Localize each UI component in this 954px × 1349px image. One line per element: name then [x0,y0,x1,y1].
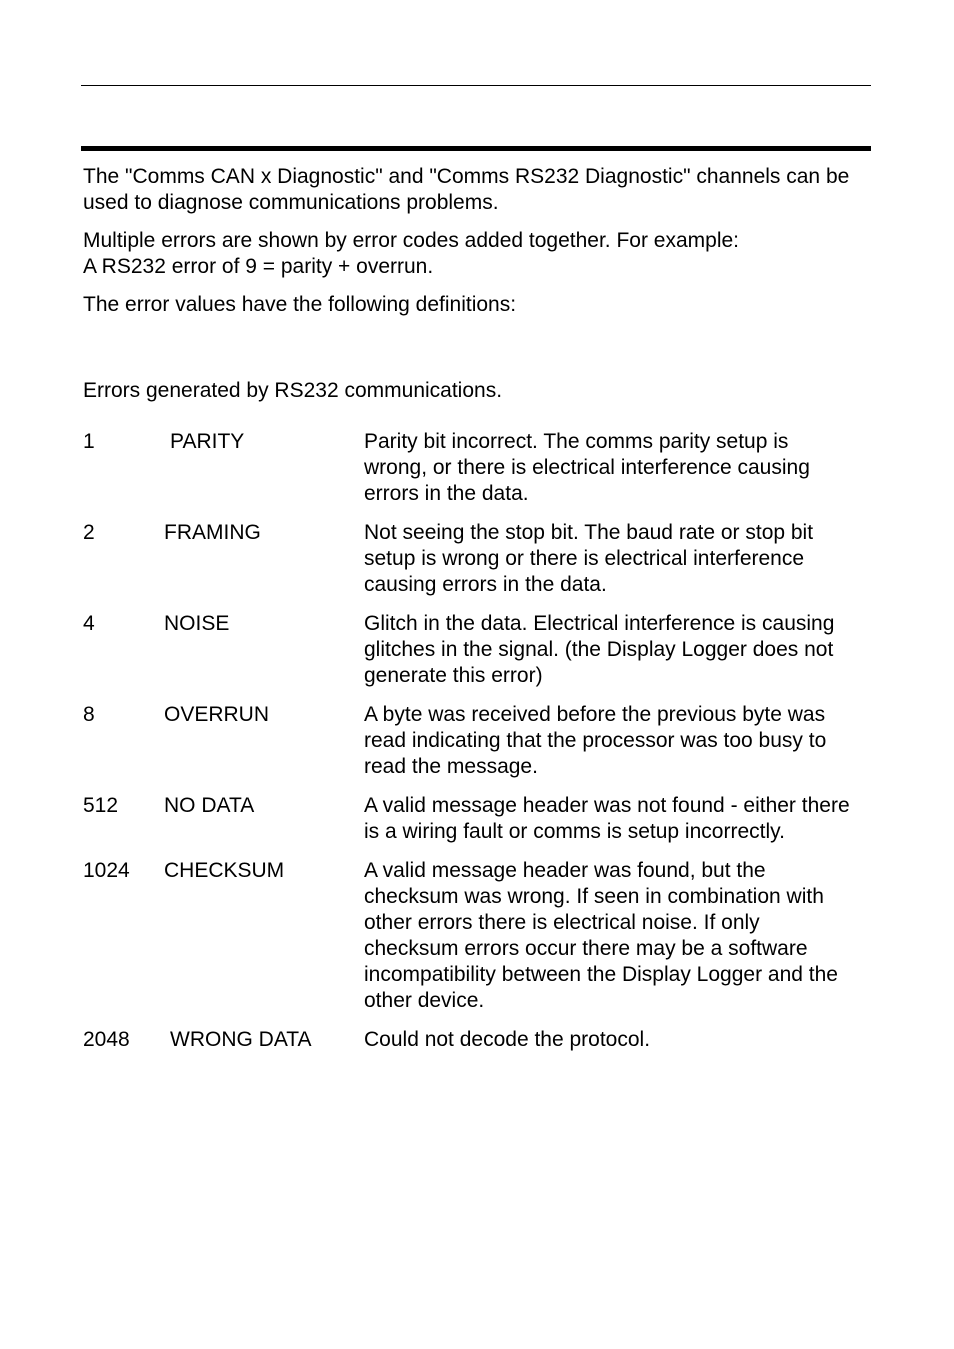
error-code: 2 [83,521,95,544]
error-description: Could not decode the protocol. [364,1028,651,1051]
error-description: Not seeing the stop bit. The baud rate or stop bit setup is wrong or there is electrical interference causing errors in the data. [364,521,814,596]
error-name: NOISE [164,612,230,635]
table-row [83,1027,863,1053]
document-body [83,164,863,1066]
error-code: 512 [83,794,119,817]
example-line-1: Multiple errors are shown by error codes added together. For example: [83,229,739,252]
error-name: OVERRUN [164,703,270,726]
table-row [83,858,863,1014]
error-code: 1 [83,430,95,453]
table-row [83,793,863,845]
table-row [83,520,863,598]
error-description: Parity bit incorrect. The comms parity setup is wrong, or there is electrical interference causing errors in the data. [364,430,810,505]
error-code: 1024 [83,859,130,882]
error-code: 2048 [83,1028,130,1051]
error-name: NO DATA [164,794,255,817]
example-paragraph [83,228,863,280]
error-description: A valid message header was not found - either there is a wiring fault or comms is setup incorrectly. [364,794,850,843]
error-table [83,429,863,1053]
header-rule-thick [81,146,871,151]
error-description: A byte was received before the previous byte was read indicating that the processor was too busy to read the message. [364,703,827,778]
table-row [83,702,863,780]
table-row [83,611,863,689]
error-name: WRONG DATA [170,1028,312,1051]
section-heading: Errors generated by RS232 communications. [83,379,503,402]
error-description: Glitch in the data. Electrical interference is causing glitches in the signal. (the Display Logger does not generate this error) [364,612,835,687]
definitions-paragraph: The error values have the following definitions: [83,293,517,316]
table-row [83,429,863,507]
intro-paragraph: The "Comms CAN x Diagnostic" and "Comms RS232 Diagnostic" channels can be used to diagnose communications problems. [83,165,850,214]
error-code: 4 [83,612,95,635]
header-rule-thin [81,85,871,86]
error-name: PARITY [170,430,245,453]
error-description: A valid message header was found, but the checksum was wrong. If seen in combination with other errors there is electrical noise. If only checksum errors occur there may be a software incompatibility between the Display Logger and the other device. [364,859,838,1012]
error-code: 8 [83,703,95,726]
error-name: FRAMING [164,521,261,544]
example-line-2: A RS232 error of 9 = parity + overrun. [83,255,434,278]
error-name: CHECKSUM [164,859,285,882]
